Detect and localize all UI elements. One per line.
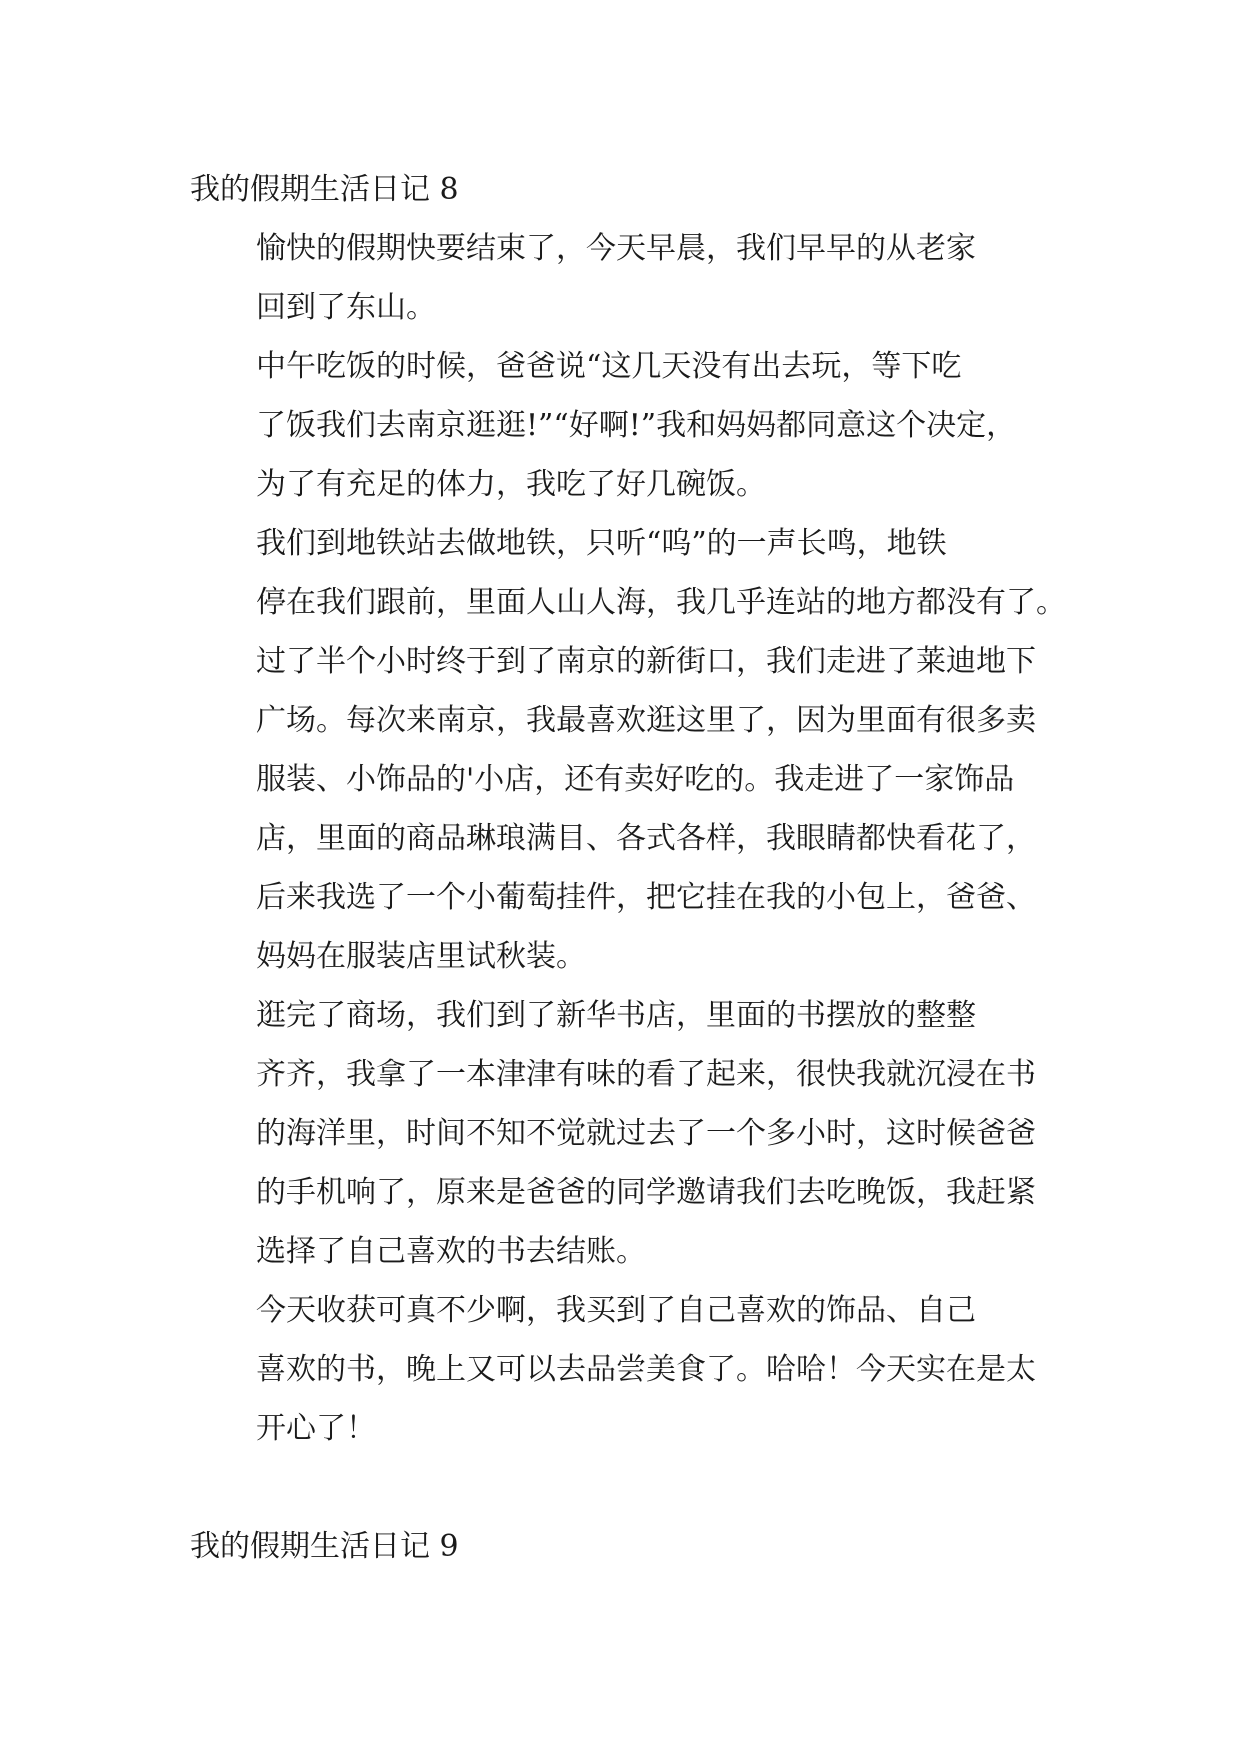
text-line: 服装、小饰品的'小店，还有卖好吃的。我走进了一家饰品	[256, 762, 1015, 797]
text-line: 齐齐，我拿了一本津津有味的看了起来，很快我就沉浸在书	[256, 1057, 1036, 1092]
text-line: 愉快的假期快要结束了，今天早晨，我们早早的从老家	[256, 231, 976, 266]
paragraph	[190, 986, 1056, 1281]
entry-title: 我的假期生活日记 8	[190, 172, 459, 207]
text-line: 今天收获可真不少啊，我买到了自己喜欢的饰品、自己	[256, 1293, 976, 1328]
text-line: 停在我们跟前，里面人山人海，我几乎连站的地方都没有了。	[256, 585, 1066, 620]
text-line: 中午吃饭的时候，爸爸说“这几天没有出去玩，等下吃	[256, 349, 962, 384]
blank-line	[190, 1458, 1056, 1517]
paragraph	[190, 337, 1056, 514]
paragraph	[190, 1281, 1056, 1458]
paragraph	[190, 219, 1056, 337]
text-line: 广场。每次来南京，我最喜欢逛这里了，因为里面有很多卖	[256, 703, 1036, 738]
text-line: 回到了东山。	[256, 290, 436, 325]
entry-title: 我的假期生活日记 9	[190, 1529, 459, 1564]
text-line: 的海洋里，时间不知不觉就过去了一个多小时，这时候爸爸	[256, 1116, 1036, 1151]
text-line: 为了有充足的体力，我吃了好几碗饭。	[256, 467, 766, 502]
text-line: 了饭我们去南京逛逛!”“好啊!”我和妈妈都同意这个决定，	[256, 408, 1017, 443]
text-line: 后来我选了一个小葡萄挂件，把它挂在我的小包上，爸爸、	[256, 880, 1036, 915]
text-line: 我们到地铁站去做地铁，只听“呜”的一声长鸣，地铁	[256, 526, 947, 561]
text-line: 的手机响了，原来是爸爸的同学邀请我们去吃晚饭，我赶紧	[256, 1175, 1036, 1210]
text-line: 喜欢的书，晚上又可以去品尝美食了。哈哈！今天实在是太	[256, 1352, 1036, 1387]
text-line: 店，里面的商品琳琅满目、各式各样，我眼睛都快看花了，	[256, 821, 1036, 856]
text-line: 选择了自己喜欢的书去结账。	[256, 1234, 646, 1269]
document-body	[190, 160, 1066, 1576]
text-line: 逛完了商场，我们到了新华书店，里面的书摆放的整整	[256, 998, 976, 1033]
text-line: 妈妈在服装店里试秋装。	[256, 939, 586, 974]
text-line: 开心了！	[256, 1411, 376, 1446]
text-line: 过了半个小时终于到了南京的新街口，我们走进了莱迪地下	[256, 644, 1036, 679]
paragraph	[190, 514, 1066, 986]
